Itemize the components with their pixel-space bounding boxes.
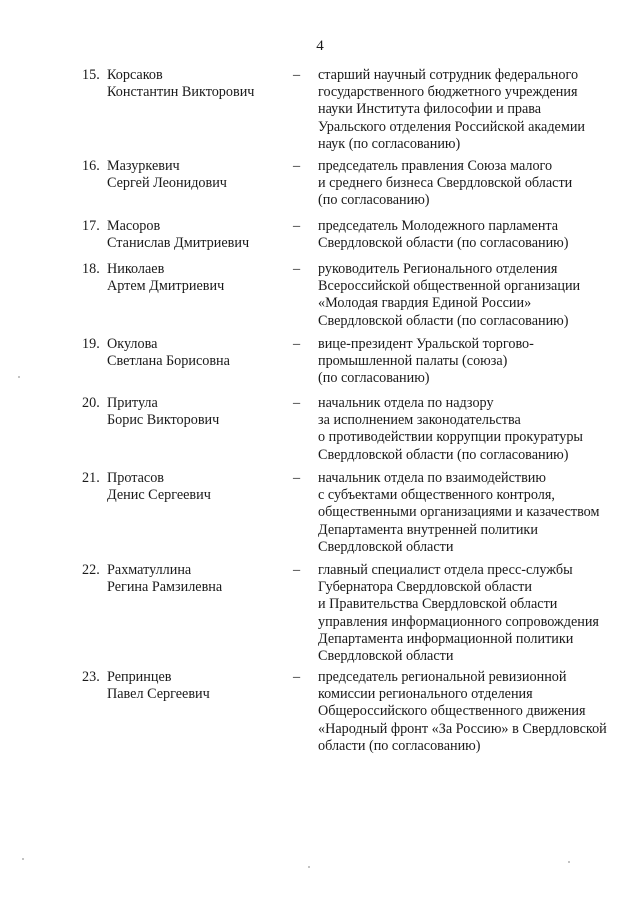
member-role — [318, 218, 618, 252]
member-role — [318, 562, 618, 665]
role-line: председатель Молодежного парламента — [318, 218, 559, 234]
role-line: Свердловской области (по согласованию) — [318, 312, 569, 329]
member-given-name: Регина Рамзилевна — [107, 579, 223, 596]
member-name — [107, 470, 292, 504]
role-line: «Молодая гвардия Единой России» — [318, 295, 532, 312]
member-given-name: Артем Дмитриевич — [107, 278, 225, 295]
member-name — [107, 669, 292, 703]
role-line: (по согласованию) — [318, 192, 430, 209]
entry-number: 19. — [82, 336, 100, 352]
role-line: области (по согласованию) — [318, 737, 481, 754]
scan-speck — [18, 376, 20, 378]
role-line: Общероссийского общественного движения — [318, 703, 586, 720]
role-line: и среднего бизнеса Свердловской области — [318, 175, 573, 192]
member-name — [107, 158, 292, 192]
role-line: председатель региональной ревизионной — [318, 669, 567, 685]
role-line: Департамента информационной политики — [318, 630, 574, 647]
role-line: и Правительства Свердловской области — [318, 596, 558, 613]
dash-separator: – — [293, 158, 301, 174]
member-surname: Окулова — [107, 336, 158, 352]
dash-separator: – — [293, 336, 301, 352]
member-name — [107, 261, 292, 295]
member-surname: Корсаков — [107, 67, 163, 83]
entry-number: 20. — [82, 395, 100, 411]
role-line: наук (по согласованию) — [318, 135, 461, 152]
entry-number: 22. — [82, 562, 100, 578]
role-line: с субъектами общественного контроля, — [318, 487, 555, 504]
member-name — [107, 562, 292, 596]
member-given-name: Борис Викторович — [107, 412, 220, 429]
dash-separator: – — [293, 67, 301, 83]
role-line: Уральского отделения Российской академии — [318, 118, 586, 135]
role-line: промышленной палаты (союза) — [318, 353, 508, 370]
member-role — [318, 395, 618, 464]
entry-number: 17. — [82, 218, 100, 234]
role-line: вице-президент Уральской торгово- — [318, 336, 534, 352]
entry-number: 15. — [82, 67, 100, 83]
member-surname: Николаев — [107, 261, 165, 277]
dash-separator: – — [293, 261, 301, 277]
member-given-name: Светлана Борисовна — [107, 353, 230, 370]
member-role — [318, 669, 618, 755]
member-given-name: Павел Сергеевич — [107, 686, 210, 703]
role-line: начальник отдела по взаимодействию — [318, 470, 546, 486]
role-line: руководитель Регионального отделения — [318, 261, 558, 277]
member-role — [318, 470, 618, 556]
role-line: комиссии регионального отделения — [318, 686, 533, 703]
member-surname: Протасов — [107, 470, 165, 486]
role-line: Свердловской области — [318, 648, 454, 665]
member-name — [107, 218, 292, 252]
member-role — [318, 67, 618, 153]
member-given-name: Станислав Дмитриевич — [107, 235, 250, 252]
member-surname: Репринцев — [107, 669, 172, 685]
entry-number: 18. — [82, 261, 100, 277]
member-name — [107, 395, 292, 429]
entry-number: 21. — [82, 470, 100, 486]
member-surname: Масоров — [107, 218, 161, 234]
role-line: «Народный фронт «За Россию» в Свердловской — [318, 720, 607, 737]
member-surname: Притула — [107, 395, 158, 411]
scan-speck — [568, 861, 570, 863]
role-line: государственного бюджетного учреждения — [318, 84, 578, 101]
role-line: за исполнением законодательства — [318, 412, 521, 429]
dash-separator: – — [293, 470, 301, 486]
member-given-name: Константин Викторович — [107, 84, 255, 101]
role-line: главный специалист отдела пресс-службы — [318, 562, 573, 578]
role-line: старший научный сотрудник федерального — [318, 67, 579, 83]
member-role — [318, 158, 618, 210]
role-line: (по согласованию) — [318, 370, 430, 387]
entry-number: 23. — [82, 669, 100, 685]
role-line: председатель правления Союза малого — [318, 158, 553, 174]
entry-number: 16. — [82, 158, 100, 174]
scan-speck — [308, 866, 310, 868]
member-given-name: Сергей Леонидович — [107, 175, 227, 192]
member-name — [107, 336, 292, 370]
member-role — [318, 261, 618, 330]
member-surname: Рахматуллина — [107, 562, 192, 578]
dash-separator: – — [293, 395, 301, 411]
role-line: Свердловской области (по согласованию) — [318, 235, 569, 252]
scan-speck — [22, 858, 24, 860]
role-line: Всероссийской общественной организации — [318, 278, 581, 295]
role-line: общественными организациями и казачеством — [318, 504, 600, 521]
role-line: Губернатора Свердловской области — [318, 579, 532, 596]
role-line: управления информационного сопровождения — [318, 613, 599, 630]
member-surname: Мазуркевич — [107, 158, 180, 174]
member-given-name: Денис Сергеевич — [107, 487, 211, 504]
dash-separator: – — [293, 669, 301, 685]
role-line: Свердловской области — [318, 538, 454, 555]
member-name — [107, 67, 292, 101]
role-line: Свердловской области (по согласованию) — [318, 446, 569, 463]
role-line: науки Института философии и права — [318, 101, 542, 118]
page-number: 4 — [316, 38, 324, 54]
role-line: о противодействии коррупции прокуратуры — [318, 429, 583, 446]
role-line: Департамента внутренней политики — [318, 521, 538, 538]
dash-separator: – — [293, 218, 301, 234]
member-role — [318, 336, 618, 388]
dash-separator: – — [293, 562, 301, 578]
role-line: начальник отдела по надзору — [318, 395, 494, 411]
